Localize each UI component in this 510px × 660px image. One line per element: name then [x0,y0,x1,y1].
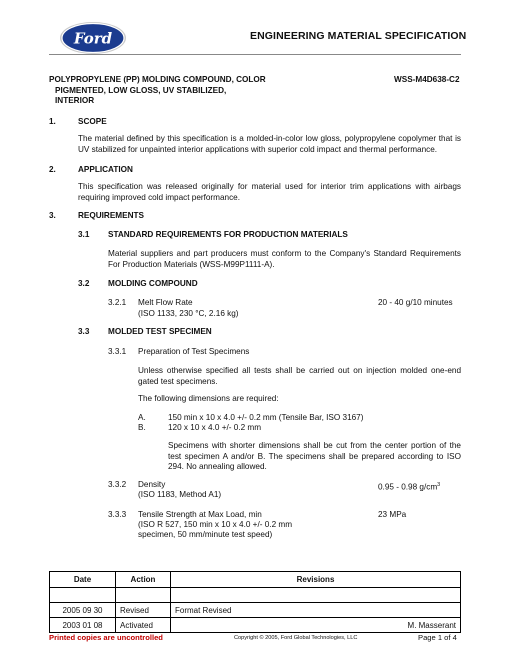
application-text: This specification was released originally for material used for interior trim applications with airbags requiring improved cold impact performance. [78,182,461,202]
revision-text: Format Revised [175,605,232,615]
item-number: 3.3.2 [108,480,127,489]
item-number: 3.3.1 [108,347,127,356]
subsection-heading-standard-requirements: STANDARD REQUIREMENTS FOR PRODUCTION MATERIALS [108,230,348,239]
uncontrolled-copy-notice: Printed copies are uncontrolled [49,633,163,642]
item-letter-a: A. [138,413,146,422]
melt-flow-rate-method: (ISO 1133, 230 °C, 2.16 kg) [138,309,239,318]
section-number: 2. [49,165,56,174]
revision-date: 2005 09 30 [50,603,116,618]
revision-action: Revised [116,603,171,618]
melt-flow-rate-label: Melt Flow Rate [138,298,193,307]
item-number: 3.3.3 [108,510,127,519]
subsection-heading-molded-test-specimen: MOLDED TEST SPECIMEN [108,327,212,336]
revision-description [171,603,461,618]
tensile-strength-method-line1: (ISO R 527, 150 min x 10 x 4.0 +/- 0.2 mm [138,520,293,529]
dimension-a: 150 min x 10 x 4.0 +/- 0.2 mm (Tensile Bar, ISO 3167) [168,413,364,422]
document-number: WSS-M4D638-C2 [394,75,460,84]
ford-logo-text: Ford [73,29,113,48]
section-heading-scope: SCOPE [78,117,107,126]
revision-date: 2003 01 08 [50,618,116,633]
tensile-strength-label: Tensile Strength at Max Load, min [138,510,262,519]
specimen-cutting-note: Specimens with shorter dimensions shall be cut from the center portion of the test specimen A and/or B. The specimens shall be prepared according to ISO 294. No annealing allowed. [168,441,461,472]
standard-requirements-text: Material suppliers and part producers must conform to the Company's Standard Requirements For Production Materials (WSS-M99P1111-A). [108,249,461,269]
spec-title-line1: POLYPROPYLENE (PP) MOLDING COMPOUND, COLOR [49,75,266,84]
melt-flow-rate-value: 20 - 40 g/10 minutes [378,298,453,307]
page-number: Page 1 of 4 [418,633,457,642]
subsection-heading-molding-compound: MOLDING COMPOUND [108,279,198,288]
spec-title-line2: PIGMENTED, LOW GLOSS, UV STABILIZED, [55,85,227,95]
section-number: 3. [49,211,56,220]
column-header-action: Action [116,572,171,588]
spec-title [49,75,349,107]
tensile-strength-method-line2: specimen, 50 mm/minute test speed) [138,530,273,539]
copyright-notice: Copyright © 2005, Ford Global Technologies, LLC [234,635,358,641]
revision-description [171,588,461,603]
table-row [50,588,461,603]
revision-table [49,571,461,633]
density-label: Density [138,480,166,489]
table-row [50,618,461,633]
test-specimen-preparation-label: Preparation of Test Specimens [138,347,250,356]
density-value-text: 0.95 - 0.98 g/cm [378,482,438,492]
table-row [50,603,461,618]
item-letter-b: B. [138,423,146,432]
subsection-number: 3.2 [78,279,90,288]
subsection-number: 3.1 [78,230,90,239]
density-method: (ISO 1183, Method A1) [138,490,222,499]
item-number: 3.2.1 [108,298,127,307]
revision-date [50,588,116,603]
test-specimen-text: Unless otherwise specified all tests shall be carried out on injection molded one-end gated test specimens. [138,366,461,386]
spec-title-line3: INTERIOR [55,96,95,106]
column-header-revisions: Revisions [171,572,461,588]
header-divider [49,54,461,55]
density-value-exponent: 3 [437,482,441,488]
tensile-strength-value: 23 MPa [378,510,407,519]
density-value [378,480,440,493]
dimensions-intro: The following dimensions are required: [138,394,279,403]
revision-description [171,618,461,633]
section-heading-application: APPLICATION [78,165,133,174]
column-header-date: Date [50,572,116,588]
section-heading-requirements: REQUIREMENTS [78,211,144,220]
section-number: 1. [49,117,56,126]
revision-action [116,588,171,603]
dimension-b: 120 x 10 x 4.0 +/- 0.2 mm [168,423,262,432]
document-type-title: ENGINEERING MATERIAL SPECIFICATION [250,30,467,42]
revision-action: Activated [116,618,171,633]
subsection-number: 3.3 [78,327,90,336]
revision-author: M. Masserant [407,620,456,630]
scope-text: The material defined by this specification is a molded-in-color low gloss, polypropylene copolymer that is UV stabilized for unpainted interior applications with superior cold impact and thermal performance. [78,134,461,154]
ford-logo [59,21,127,55]
revision-table-header [50,572,461,588]
